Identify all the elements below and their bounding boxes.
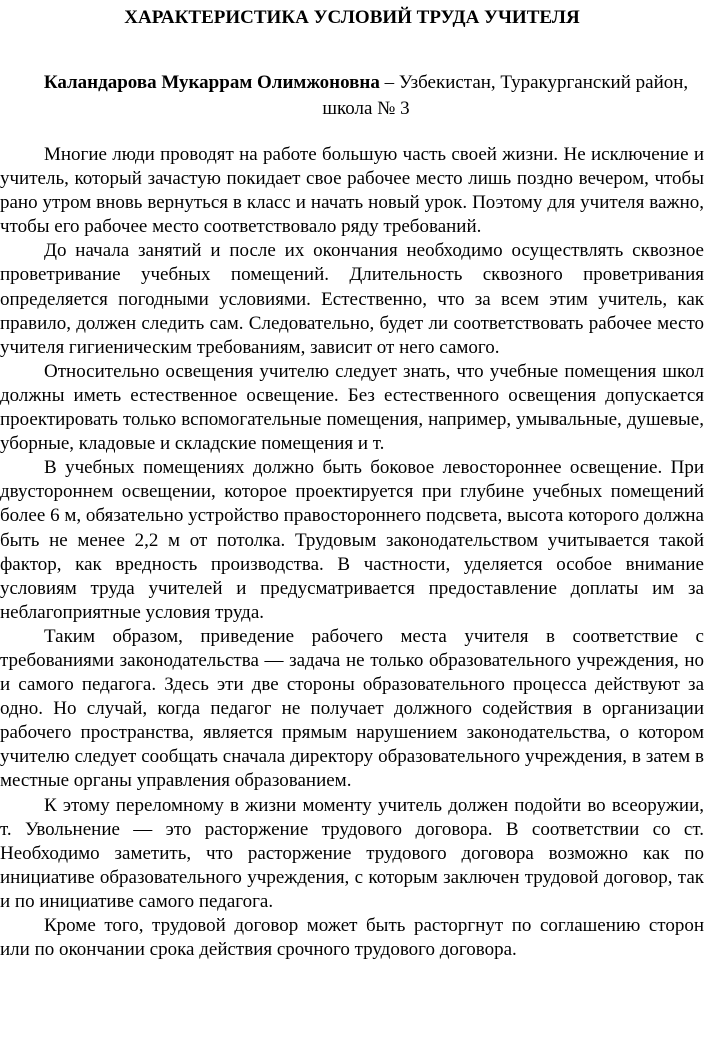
author-name: Каландарова Мукаррам Олимжоновна [43,72,380,93]
paragraph: Относительно освещения учителю следует знать, что учебные помещения школ должны иметь естественное освещение. Без естественного освещения допускается проектировать только вспомогательные помещения, например, умывальные, душевые, уборные, кладовые и складские помещения и т. [0,360,704,455]
paragraph: Многие люди проводят на работе большую часть своей жизни. Не исключение и учитель, который зачастую покидает свое рабочее место лишь поздно вечером, чтобы рано утром вновь вернуться в класс и начать новый урок. Поэтому для учителя важно, чтобы его рабочее место соответствовало ряду требований. [0,144,704,238]
author-line [28,70,704,122]
author-separator: – [379,72,399,93]
page-title: ХАРАКТЕРИСТИКА УСЛОВИЙ ТРУДА УЧИТЕЛЯ [124,7,580,28]
paragraph: До начала занятий и после их окончания необходимо осуществлять сквозное проветривание учебных помещений. Длительность сквозного проветривания определяется погодными условиями. Естественно, что за всем этим учитель, как правило, должен следить сам. Следовательно, будет ли соответствовать рабочее место учителя гигиеническим требованиям, зависит от него самого. [0,240,704,358]
paragraph: Кроме того, трудовой договор может быть расторгнут по соглашению сторон или по окончании срока действия срочного трудового договора. [0,915,704,961]
paragraph: К этому переломному в жизни моменту учитель должен подойти во всеоружии, т. Увольнение — это расторжение трудового договора. В соответствии со ст. Необходимо заметить, что расторжение трудового договора возможно как по инициативе образовательного учреждения, с которым заключен трудовой договор, так и по инициативе самого педагога. [0,794,704,912]
paragraph: В учебных помещениях должно быть боковое левостороннее освещение. При двустороннем освещении, которое проектируется при глубине учебных помещений более 6 м, обязательно устройство правостороннего подсвета, высота которого должна быть не менее 2,2 м от потолка. Трудовым законодательством учитывается такой фактор, как вредность производства. В частности, уделяется особое внимание условиям труда учителей и предусматривается предоставление доплаты им за неблагоприятные условия труда. [0,457,704,623]
paragraph: Таким образом, приведение рабочего места учителя в соответствие с требованиями законодательства — задача не только образовательного учреждения, но и самого педагога. Здесь эти две стороны образовательного процесса действуют за одно. Но случай, когда педагог не получает должного содействия в организации рабочего пространства, является прямым нарушением законодательства, о котором учителю следует сообщать сначала директору образовательного учреждения, в затем в местные органы управления образованием. [0,625,704,792]
article-body [0,143,704,962]
author-affiliation: Узбекистан, Туракурганский район, школа № 3 [322,72,689,119]
